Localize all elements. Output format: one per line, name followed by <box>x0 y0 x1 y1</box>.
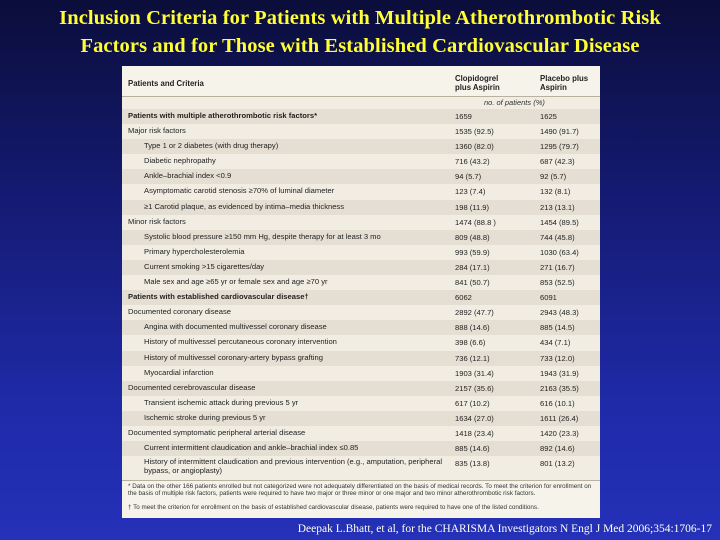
table-row <box>122 230 600 245</box>
table-row <box>122 200 600 215</box>
criteria-table <box>122 66 600 518</box>
table-row <box>122 381 600 396</box>
row-label: Primary hypercholesterolemia <box>144 246 245 256</box>
clopidogrel-value: 1659 <box>455 112 472 121</box>
table-row <box>122 456 600 478</box>
placebo-value: 1611 (26.4) <box>540 413 579 423</box>
table-row <box>122 351 600 366</box>
table-row <box>122 169 600 184</box>
placebo-value: 2943 (48.3) <box>540 308 579 318</box>
clopidogrel-value: 835 (13.8) <box>455 459 490 469</box>
citation: Deepak L.Bhatt, et al, for the CHARISMA Investigators N Engl J Med 2006;354:1706-17 <box>297 523 712 535</box>
placebo-value: 434 (7.1) <box>540 338 571 348</box>
clopidogrel-value: 6062 <box>455 293 472 303</box>
row-label: History of intermittent claudication and previous intervention (e.g., amputation, peripheral bypass, or angioplasty) <box>144 457 443 475</box>
row-label: Documented coronary disease <box>128 307 231 317</box>
title-line-2: Factors and for Those with Established Cardiovascular Disease <box>80 35 640 57</box>
placebo-value: 1030 (63.4) <box>540 247 579 257</box>
table-row <box>122 366 600 381</box>
table-row <box>122 109 600 124</box>
row-label: History of multivessel coronary-artery bypass grafting <box>144 352 323 362</box>
row-label: Ischemic stroke during previous 5 yr <box>144 412 266 422</box>
clopidogrel-value: 809 (48.8) <box>455 232 490 242</box>
footnote-asterisk: * Data on the other 166 patients enrolled but not categorized were not adequately differentiated on the basis of medical records. To meet the criterion for enrollment on the basis of multiple risk factors, patients were required to have two major or three minor or one major and two minor atherothrombotic risk factors. <box>128 483 592 497</box>
row-label: Ankle–brachial index <0.9 <box>144 171 232 181</box>
placebo-value: 132 (8.1) <box>540 187 571 197</box>
clopidogrel-value: 888 (14.6) <box>455 323 490 333</box>
placebo-value: 885 (14.5) <box>540 323 575 333</box>
clopidogrel-value: 617 (10.2) <box>455 398 490 408</box>
table-row <box>122 290 600 305</box>
table-row <box>122 396 600 411</box>
placebo-value: 733 (12.0) <box>540 353 575 363</box>
placebo-value: 744 (45.8) <box>540 232 575 242</box>
clopidogrel-value: 736 (12.1) <box>455 353 490 363</box>
header-clopidogrel: Clopidogrel plus Aspirin <box>455 74 500 92</box>
table-row <box>122 426 600 441</box>
header-criteria: Patients and Criteria <box>128 79 204 88</box>
clopidogrel-value: 1535 (92.5) <box>455 127 494 137</box>
clopidogrel-value: 1418 (23.4) <box>455 428 494 438</box>
clopidogrel-value: 1634 (27.0) <box>455 413 494 423</box>
table-header <box>122 66 600 97</box>
row-label: Myocardial infarction <box>144 367 214 377</box>
row-label: Major risk factors <box>128 126 186 136</box>
table-row <box>122 154 600 169</box>
row-label: Minor risk factors <box>128 216 186 226</box>
table-row <box>122 260 600 275</box>
title-line-1: Inclusion Criteria for Patients with Multiple Atherothrombotic Risk <box>59 7 661 29</box>
row-label: Patients with multiple atherothrombotic risk factors* <box>128 111 318 120</box>
clopidogrel-value: 1903 (31.4) <box>455 368 494 378</box>
placebo-value: 92 (5.7) <box>540 172 567 182</box>
clopidogrel-value: 1360 (82.0) <box>455 142 494 152</box>
clopidogrel-value: 993 (59.9) <box>455 247 490 257</box>
row-label: Asymptomatic carotid stenosis ≥70% of luminal diameter <box>144 186 335 196</box>
placebo-value: 687 (42.3) <box>540 157 575 167</box>
table-row <box>122 441 600 456</box>
row-label: Angina with documented multivessel coronary disease <box>144 322 327 332</box>
row-label: Systolic blood pressure ≥150 mm Hg, despite therapy for at least 3 mo <box>144 231 381 241</box>
row-label: Current intermittent claudication and ankle–brachial index ≤0.85 <box>144 443 359 453</box>
placebo-value: 271 (16.7) <box>540 262 575 272</box>
placebo-value: 2163 (35.5) <box>540 383 579 393</box>
clopidogrel-value: 94 (5.7) <box>455 172 482 182</box>
row-label: Male sex and age ≥65 yr or female sex and age ≥70 yr <box>144 277 328 287</box>
clopidogrel-value: 198 (11.9) <box>455 202 490 212</box>
placebo-value: 1420 (23.3) <box>540 428 579 438</box>
clopidogrel-value: 284 (17.1) <box>455 262 490 272</box>
clopidogrel-value: 716 (43.2) <box>455 157 490 167</box>
row-label: ≥1 Carotid plaque, as evidenced by intima–media thickness <box>144 201 345 211</box>
row-label: Transient ischemic attack during previous 5 yr <box>144 397 299 407</box>
placebo-value: 6091 <box>540 293 557 303</box>
row-label: Current smoking >15 cigarettes/day <box>144 261 265 271</box>
placebo-value: 1625 <box>540 112 557 121</box>
table-row <box>122 139 600 154</box>
placebo-value: 1454 (89.5) <box>540 217 579 227</box>
header-placebo: Placebo plus Aspirin <box>540 74 589 92</box>
clopidogrel-value: 1474 (88.8 ) <box>455 217 496 227</box>
slide-title <box>0 4 720 60</box>
clopidogrel-value: 885 (14.6) <box>455 444 490 454</box>
table-row <box>122 335 600 350</box>
table-row <box>122 245 600 260</box>
table-footnotes <box>122 480 600 518</box>
placebo-value: 801 (13.2) <box>540 459 575 469</box>
table-row <box>122 184 600 199</box>
row-label: Diabetic nephropathy <box>144 156 216 166</box>
table-row <box>122 320 600 335</box>
row-label: Type 1 or 2 diabetes (with drug therapy) <box>144 141 279 151</box>
placebo-value: 1295 (79.7) <box>540 142 579 152</box>
table-row <box>122 275 600 290</box>
placebo-value: 853 (52.5) <box>540 278 575 288</box>
units-row <box>122 96 600 109</box>
placebo-value: 892 (14.6) <box>540 444 575 454</box>
placebo-value: 1490 (91.7) <box>540 127 579 137</box>
clopidogrel-value: 2892 (47.7) <box>455 308 494 318</box>
row-label: History of multivessel percutaneous coronary intervention <box>144 337 337 347</box>
placebo-value: 213 (13.1) <box>540 202 575 212</box>
table-row <box>122 411 600 426</box>
placebo-value: 1943 (31.9) <box>540 368 579 378</box>
clopidogrel-value: 2157 (35.6) <box>455 383 494 393</box>
table-body <box>122 109 600 478</box>
table-row <box>122 305 600 320</box>
table-row <box>122 215 600 230</box>
clopidogrel-value: 841 (50.7) <box>455 278 490 288</box>
units-label: no. of patients (%) <box>484 98 545 107</box>
clopidogrel-value: 398 (6.6) <box>455 338 486 348</box>
row-label: Documented cerebrovascular disease <box>128 382 256 392</box>
table-row <box>122 124 600 139</box>
row-label: Patients with established cardiovascular disease† <box>128 292 309 302</box>
clopidogrel-value: 123 (7.4) <box>455 187 486 197</box>
row-label: Documented symptomatic peripheral arterial disease <box>128 427 306 437</box>
placebo-value: 616 (10.1) <box>540 398 575 408</box>
footnote-dagger: † To meet the criterion for enrollment on the basis of established cardiovascular disease, patients were required to have one of the listed conditions. <box>128 504 539 511</box>
